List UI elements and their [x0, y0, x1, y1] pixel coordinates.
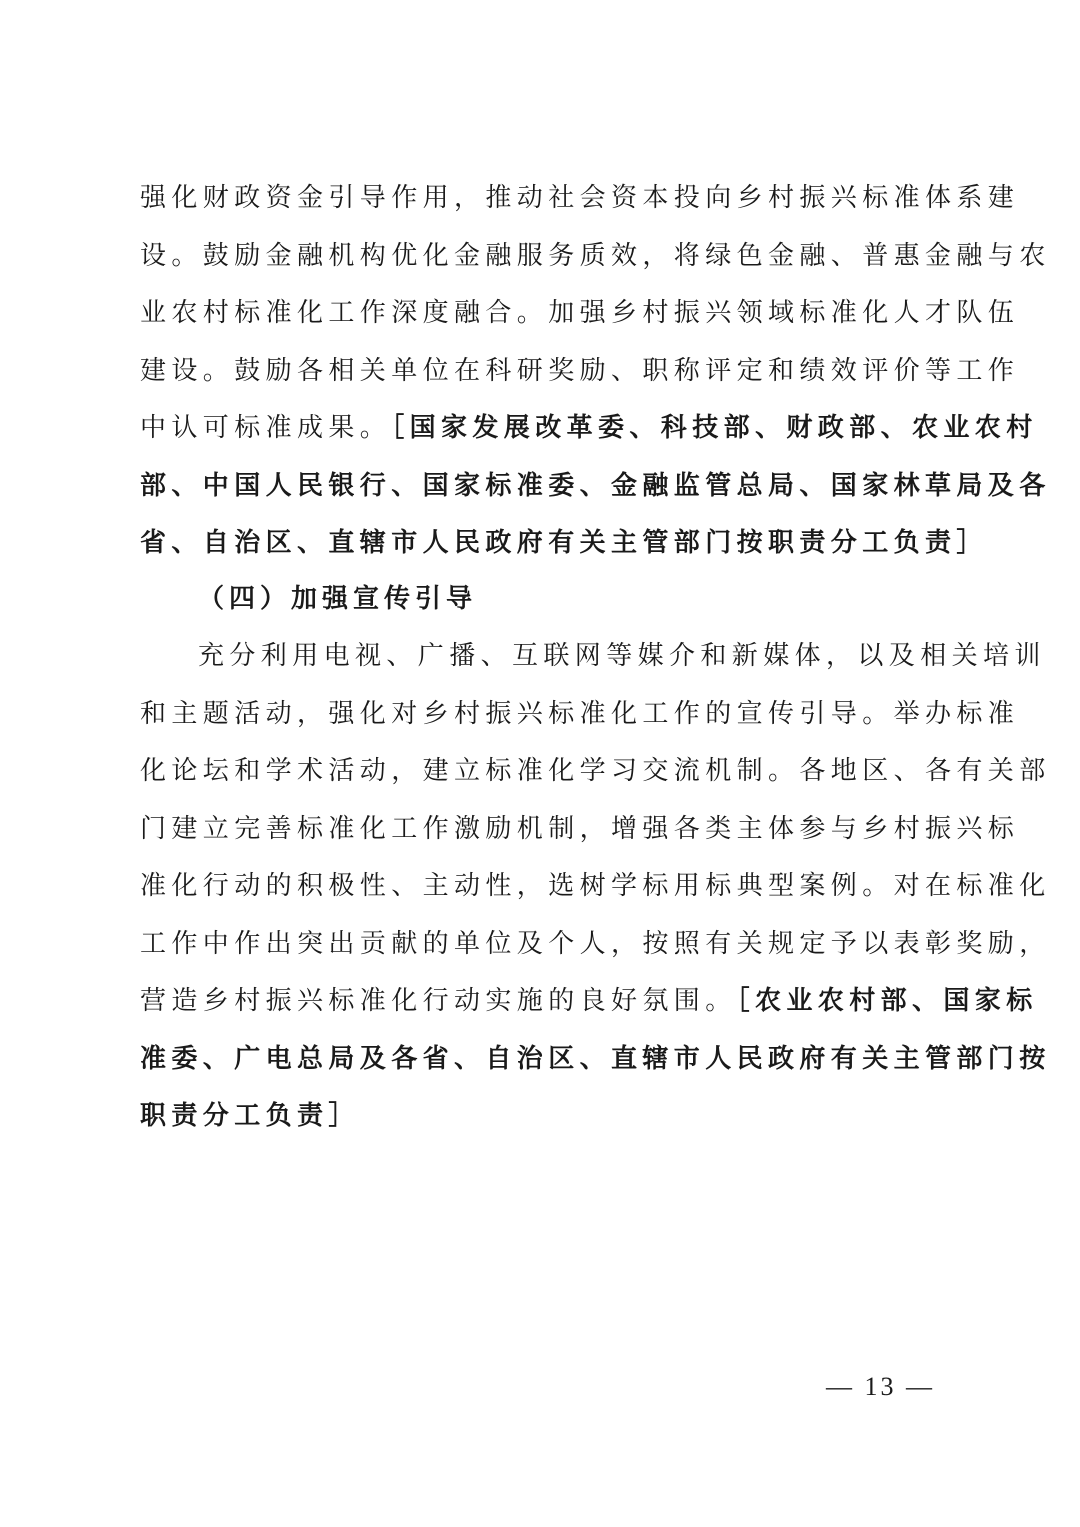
paragraph-text: 中认可标准成果。: [140, 413, 392, 443]
responsible-departments-line: 部、中国人民银行、国家标准委、金融监管总局、国家林草局及各: [140, 470, 1051, 501]
paragraph-line: 业农村标准化工作深度融合。加强乡村振兴领域标准化人才队伍: [140, 298, 1020, 328]
section-heading: （四）加强宣传引导: [198, 584, 478, 614]
paragraph-line: 强化财政资金引导作用，推动社会资本投向乡村振兴标准体系建: [140, 183, 1020, 213]
paragraph-line: 门建立完善标准化工作激励机制，增强各类主体参与乡村振兴标: [140, 813, 1020, 844]
paragraph-line: 充分利用电视、广播、互联网等媒介和新媒体，以及相关培训: [198, 641, 1046, 671]
paragraph-line: 化论坛和学术活动，建立标准化学习交流机制。各地区、各有关部: [140, 756, 1051, 786]
responsible-departments: ［国家发展改革委、科技部、财政部、农业农村: [391, 413, 1038, 443]
responsible-departments-line: 职责分工负责］: [140, 1101, 360, 1131]
paragraph-line: 和主题活动，强化对乡村振兴标准化工作的宣传引导。举办标准: [140, 698, 1020, 729]
responsible-departments-line: 准委、广电总局及各省、自治区、直辖市人民政府有关主管部门按: [140, 1043, 1051, 1074]
page-number: — 13 —: [826, 1372, 935, 1401]
paragraph-publicity-guidance: [140, 628, 1051, 1146]
paragraph-line: 工作中作出突出贡献的单位及个人，按照有关规定予以表彰奖励，: [140, 928, 1051, 959]
paragraph-line: 设。鼓励金融机构优化金融服务质效，将绿色金融、普惠金融与农: [140, 240, 1051, 271]
paragraph-line: 建设。鼓励各相关单位在科研奖励、职称评定和绩效评价等工作: [140, 355, 1020, 386]
paragraph-text: 营造乡村振兴标准化行动实施的良好氛围。: [140, 986, 737, 1016]
paragraph-line: [140, 400, 1038, 458]
paragraph-funding-support: [140, 170, 1051, 573]
responsible-departments-line: 省、自治区、直辖市人民政府有关主管部门按职责分工负责］: [140, 528, 988, 558]
paragraph-line: [140, 973, 1038, 1031]
paragraph-line: 准化行动的积极性、主动性，选树学标用标典型案例。对在标准化: [140, 871, 1051, 901]
responsible-departments: ［农业农村部、国家标: [736, 986, 1038, 1016]
